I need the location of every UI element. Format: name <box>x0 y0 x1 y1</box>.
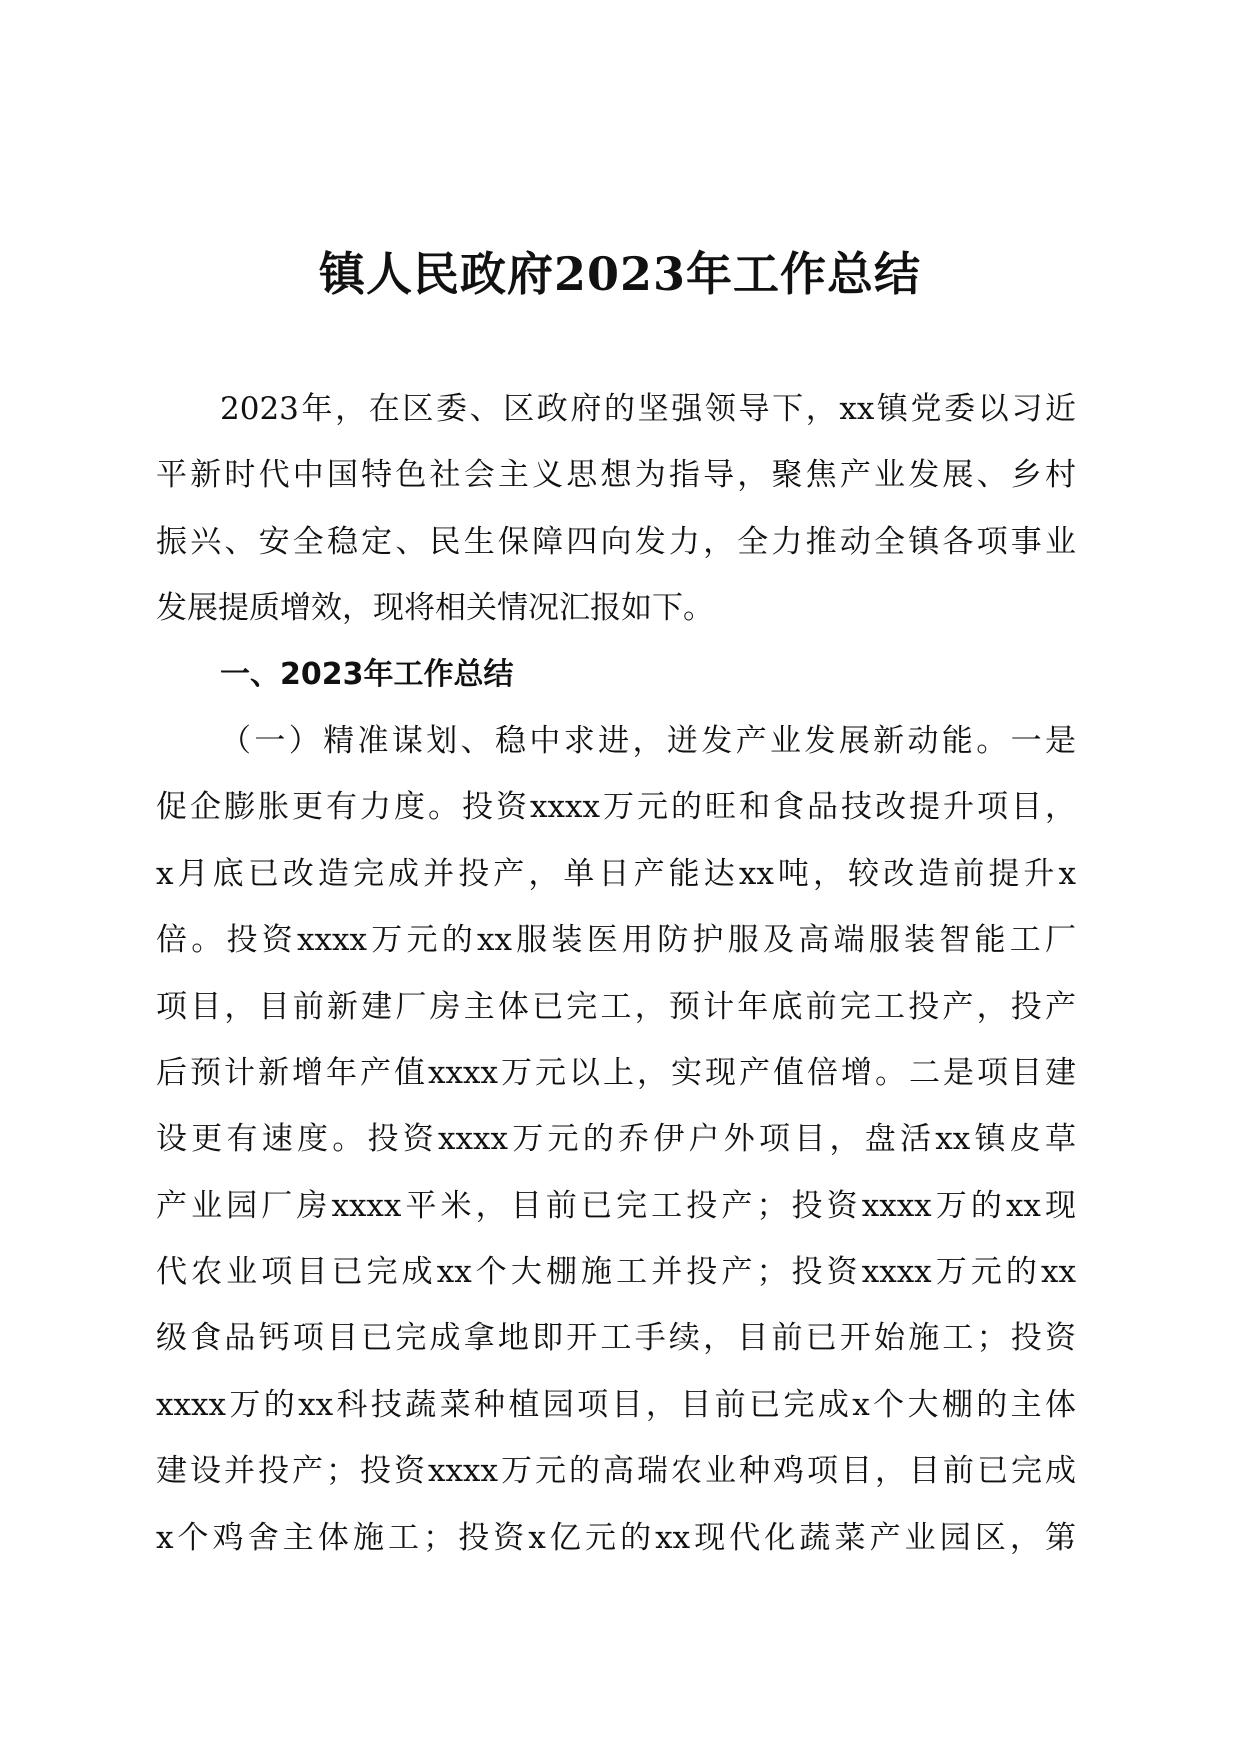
document-title: 镇人民政府2023年工作总结 <box>318 247 922 301</box>
intro-paragraph-line: 平新时代中国特色社会主义思想为指导，聚焦产业发展、乡村 <box>156 457 1076 494</box>
section-paragraph-line: （一）精准谋划、稳中求进，迸发产业发展新动能。一是 <box>220 722 1076 759</box>
section-paragraph-line: 代农业项目已完成xx个大棚施工并投产；投资xxxx万元的xx <box>156 1254 1076 1291</box>
intro-paragraph-line: 2023年，在区委、区政府的坚强领导下，xx镇党委以习近 <box>220 391 1076 427</box>
section-paragraph-line: 产业园厂房xxxx平米，目前已完工投产；投资xxxx万的xx现 <box>156 1187 1076 1224</box>
section-paragraph-line: 项目，目前新建厂房主体已完工，预计年底前完工投产，投产 <box>156 988 1076 1025</box>
section-paragraph-line: 设更有速度。投资xxxx万元的乔伊户外项目，盘活xx镇皮草 <box>156 1121 1076 1158</box>
section-paragraph-line: 后预计新增年产值xxxx万元以上，实现产值倍增。二是项目建 <box>156 1054 1076 1091</box>
section-paragraph-line: 级食品钙项目已完成拿地即开工手续，目前已开始施工；投资 <box>156 1320 1076 1357</box>
intro-paragraph-line: 振兴、安全稳定、民生保障四向发力，全力推动全镇各项事业 <box>156 523 1076 560</box>
section-paragraph-line: 建设并投产；投资xxxx万元的高瑞农业种鸡项目，目前已完成 <box>156 1453 1076 1490</box>
intro-paragraph-line: 发展提质增效，现将相关情况汇报如下。 <box>156 590 714 627</box>
section-paragraph-line: x个鸡舍主体施工；投资x亿元的xx现代化蔬菜产业园区，第 <box>156 1519 1076 1556</box>
section-paragraph-line: x月底已改造完成并投产，单日产能达xx吨，较改造前提升x <box>156 855 1076 892</box>
document-body <box>156 376 1076 1571</box>
section-paragraph-line: xxxx万的xx科技蔬菜种植园项目，目前已完成x个大棚的主体 <box>156 1386 1076 1423</box>
section-paragraph-line: 促企膨胀更有力度。投资xxxx万元的旺和食品技改提升项目， <box>156 789 1076 826</box>
section-paragraph-line: 倍。投资xxxx万元的xx服装医用防护服及高端服装智能工厂 <box>156 922 1076 959</box>
section-heading: 一、2023年工作总结 <box>220 656 514 692</box>
